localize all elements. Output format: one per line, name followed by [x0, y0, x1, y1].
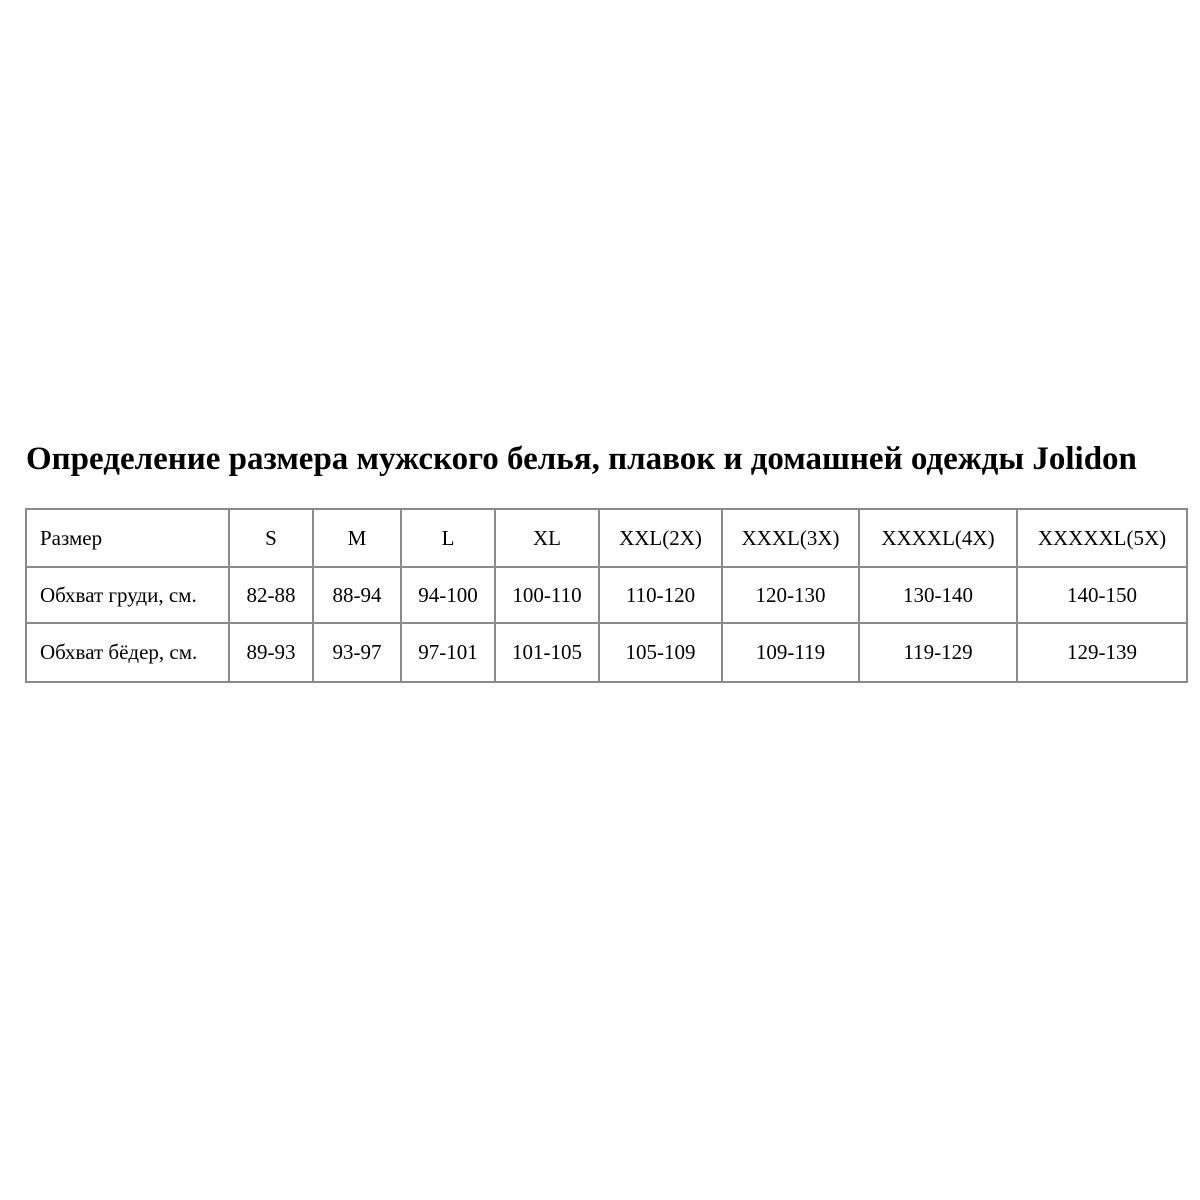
value-cell: 130-140 — [859, 567, 1017, 623]
value-cell: 101-105 — [495, 623, 599, 682]
header-xxl: XXL(2X) — [599, 509, 722, 567]
table-row-hips — [26, 623, 1187, 682]
header-xxxxl: XXXXL(4X) — [859, 509, 1017, 567]
value-cell: 88-94 — [313, 567, 401, 623]
value-cell: 89-93 — [229, 623, 313, 682]
value-cell: 105-109 — [599, 623, 722, 682]
header-m: M — [313, 509, 401, 567]
value-cell: 129-139 — [1017, 623, 1187, 682]
header-xl: XL — [495, 509, 599, 567]
value-cell: 109-119 — [722, 623, 859, 682]
value-cell: 119-129 — [859, 623, 1017, 682]
header-xxxl: XXXL(3X) — [722, 509, 859, 567]
header-xxxxxl: XXXXXL(5X) — [1017, 509, 1187, 567]
value-cell: 100-110 — [495, 567, 599, 623]
table-header-row — [26, 509, 1187, 567]
header-s: S — [229, 509, 313, 567]
value-cell: 110-120 — [599, 567, 722, 623]
row-label-chest: Обхват груди, см. — [26, 567, 229, 623]
value-cell: 82-88 — [229, 567, 313, 623]
size-chart-table — [25, 508, 1188, 683]
value-cell: 140-150 — [1017, 567, 1187, 623]
value-cell: 93-97 — [313, 623, 401, 682]
value-cell: 97-101 — [401, 623, 495, 682]
page-title: Определение размера мужского белья, плавок и домашней одежды Jolidon — [26, 441, 1137, 477]
value-cell: 120-130 — [722, 567, 859, 623]
value-cell: 94-100 — [401, 567, 495, 623]
header-l: L — [401, 509, 495, 567]
row-label-hips: Обхват бёдер, см. — [26, 623, 229, 682]
header-size: Размер — [26, 509, 229, 567]
table-row-chest — [26, 567, 1187, 623]
